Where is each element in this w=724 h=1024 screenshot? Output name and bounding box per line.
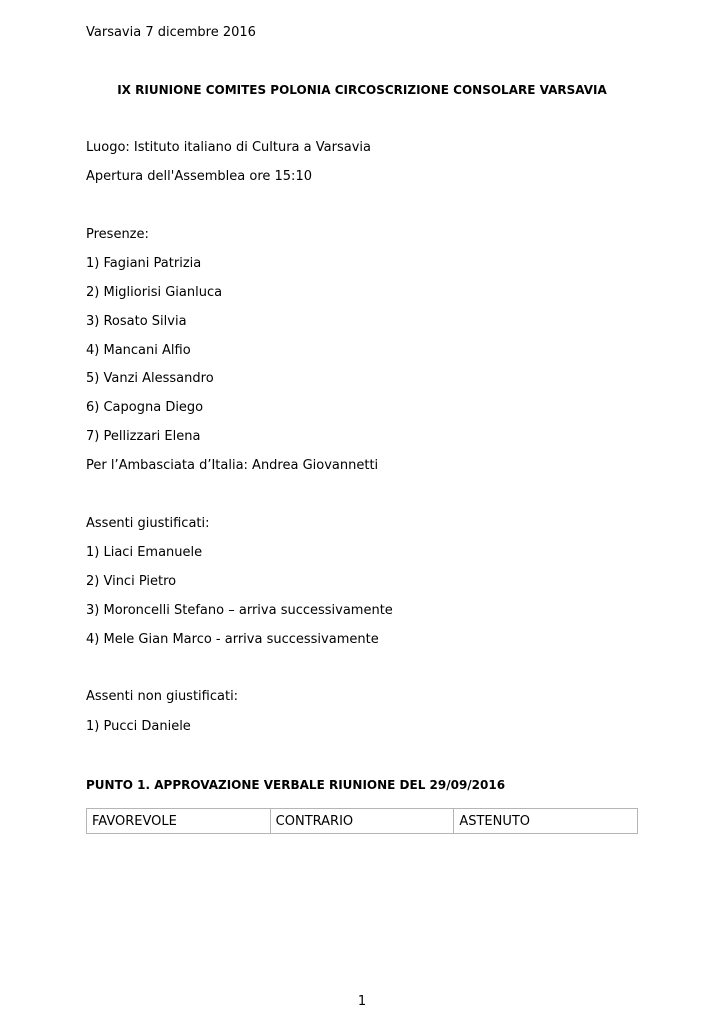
absent-justified-item: 4) Mele Gian Marco - arriva successivamente bbox=[86, 632, 379, 647]
present-list-item: 5) Vanzi Alessandro bbox=[86, 371, 214, 386]
present-list-item: 1) Fagiani Patrizia bbox=[86, 256, 202, 271]
present-list-item: 6) Capogna Diego bbox=[86, 400, 204, 415]
present-list-item: 4) Mancani Alfio bbox=[86, 343, 191, 358]
opening-time-line: Apertura dell'Assemblea ore 15:10 bbox=[86, 169, 312, 184]
absent-justified-item: 3) Moroncelli Stefano – arriva successivamente bbox=[86, 603, 393, 618]
present-list-item: 7) Pellizzari Elena bbox=[86, 429, 201, 444]
vote-column-favorevole: FAVOREVOLE bbox=[87, 809, 271, 834]
embassy-representative: Per l’Ambasciata d’Italia: Andrea Giovannetti bbox=[86, 458, 379, 473]
vote-column-astenuto: ASTENUTO bbox=[454, 809, 638, 834]
absent-justified-item: 1) Liaci Emanuele bbox=[86, 545, 203, 560]
present-list-item: 2) Migliorisi Gianluca bbox=[86, 285, 223, 300]
absent-unjustified-item: 1) Pucci Daniele bbox=[86, 719, 191, 734]
vote-column-contrario: CONTRARIO bbox=[270, 809, 454, 834]
present-list-item: 3) Rosato Silvia bbox=[86, 314, 187, 329]
absent-justified-heading: Assenti giustificati: bbox=[86, 516, 210, 531]
absent-justified-item: 2) Vinci Pietro bbox=[86, 574, 177, 589]
location-line: Luogo: Istituto italiano di Cultura a Varsavia bbox=[86, 140, 371, 155]
table-row bbox=[87, 809, 638, 834]
vote-table bbox=[86, 808, 638, 834]
page-number: 1 bbox=[357, 994, 367, 1009]
date-line: Varsavia 7 dicembre 2016 bbox=[86, 25, 256, 40]
point1-heading: PUNTO 1. APPROVAZIONE VERBALE RIUNIONE DEL 29/09/2016 bbox=[86, 778, 506, 792]
present-heading: Presenze: bbox=[86, 227, 149, 242]
document-title: IX RIUNIONE COMITES POLONIA CIRCOSCRIZIONE CONSOLARE VARSAVIA bbox=[117, 83, 607, 97]
absent-unjustified-heading: Assenti non giustificati: bbox=[86, 689, 239, 704]
